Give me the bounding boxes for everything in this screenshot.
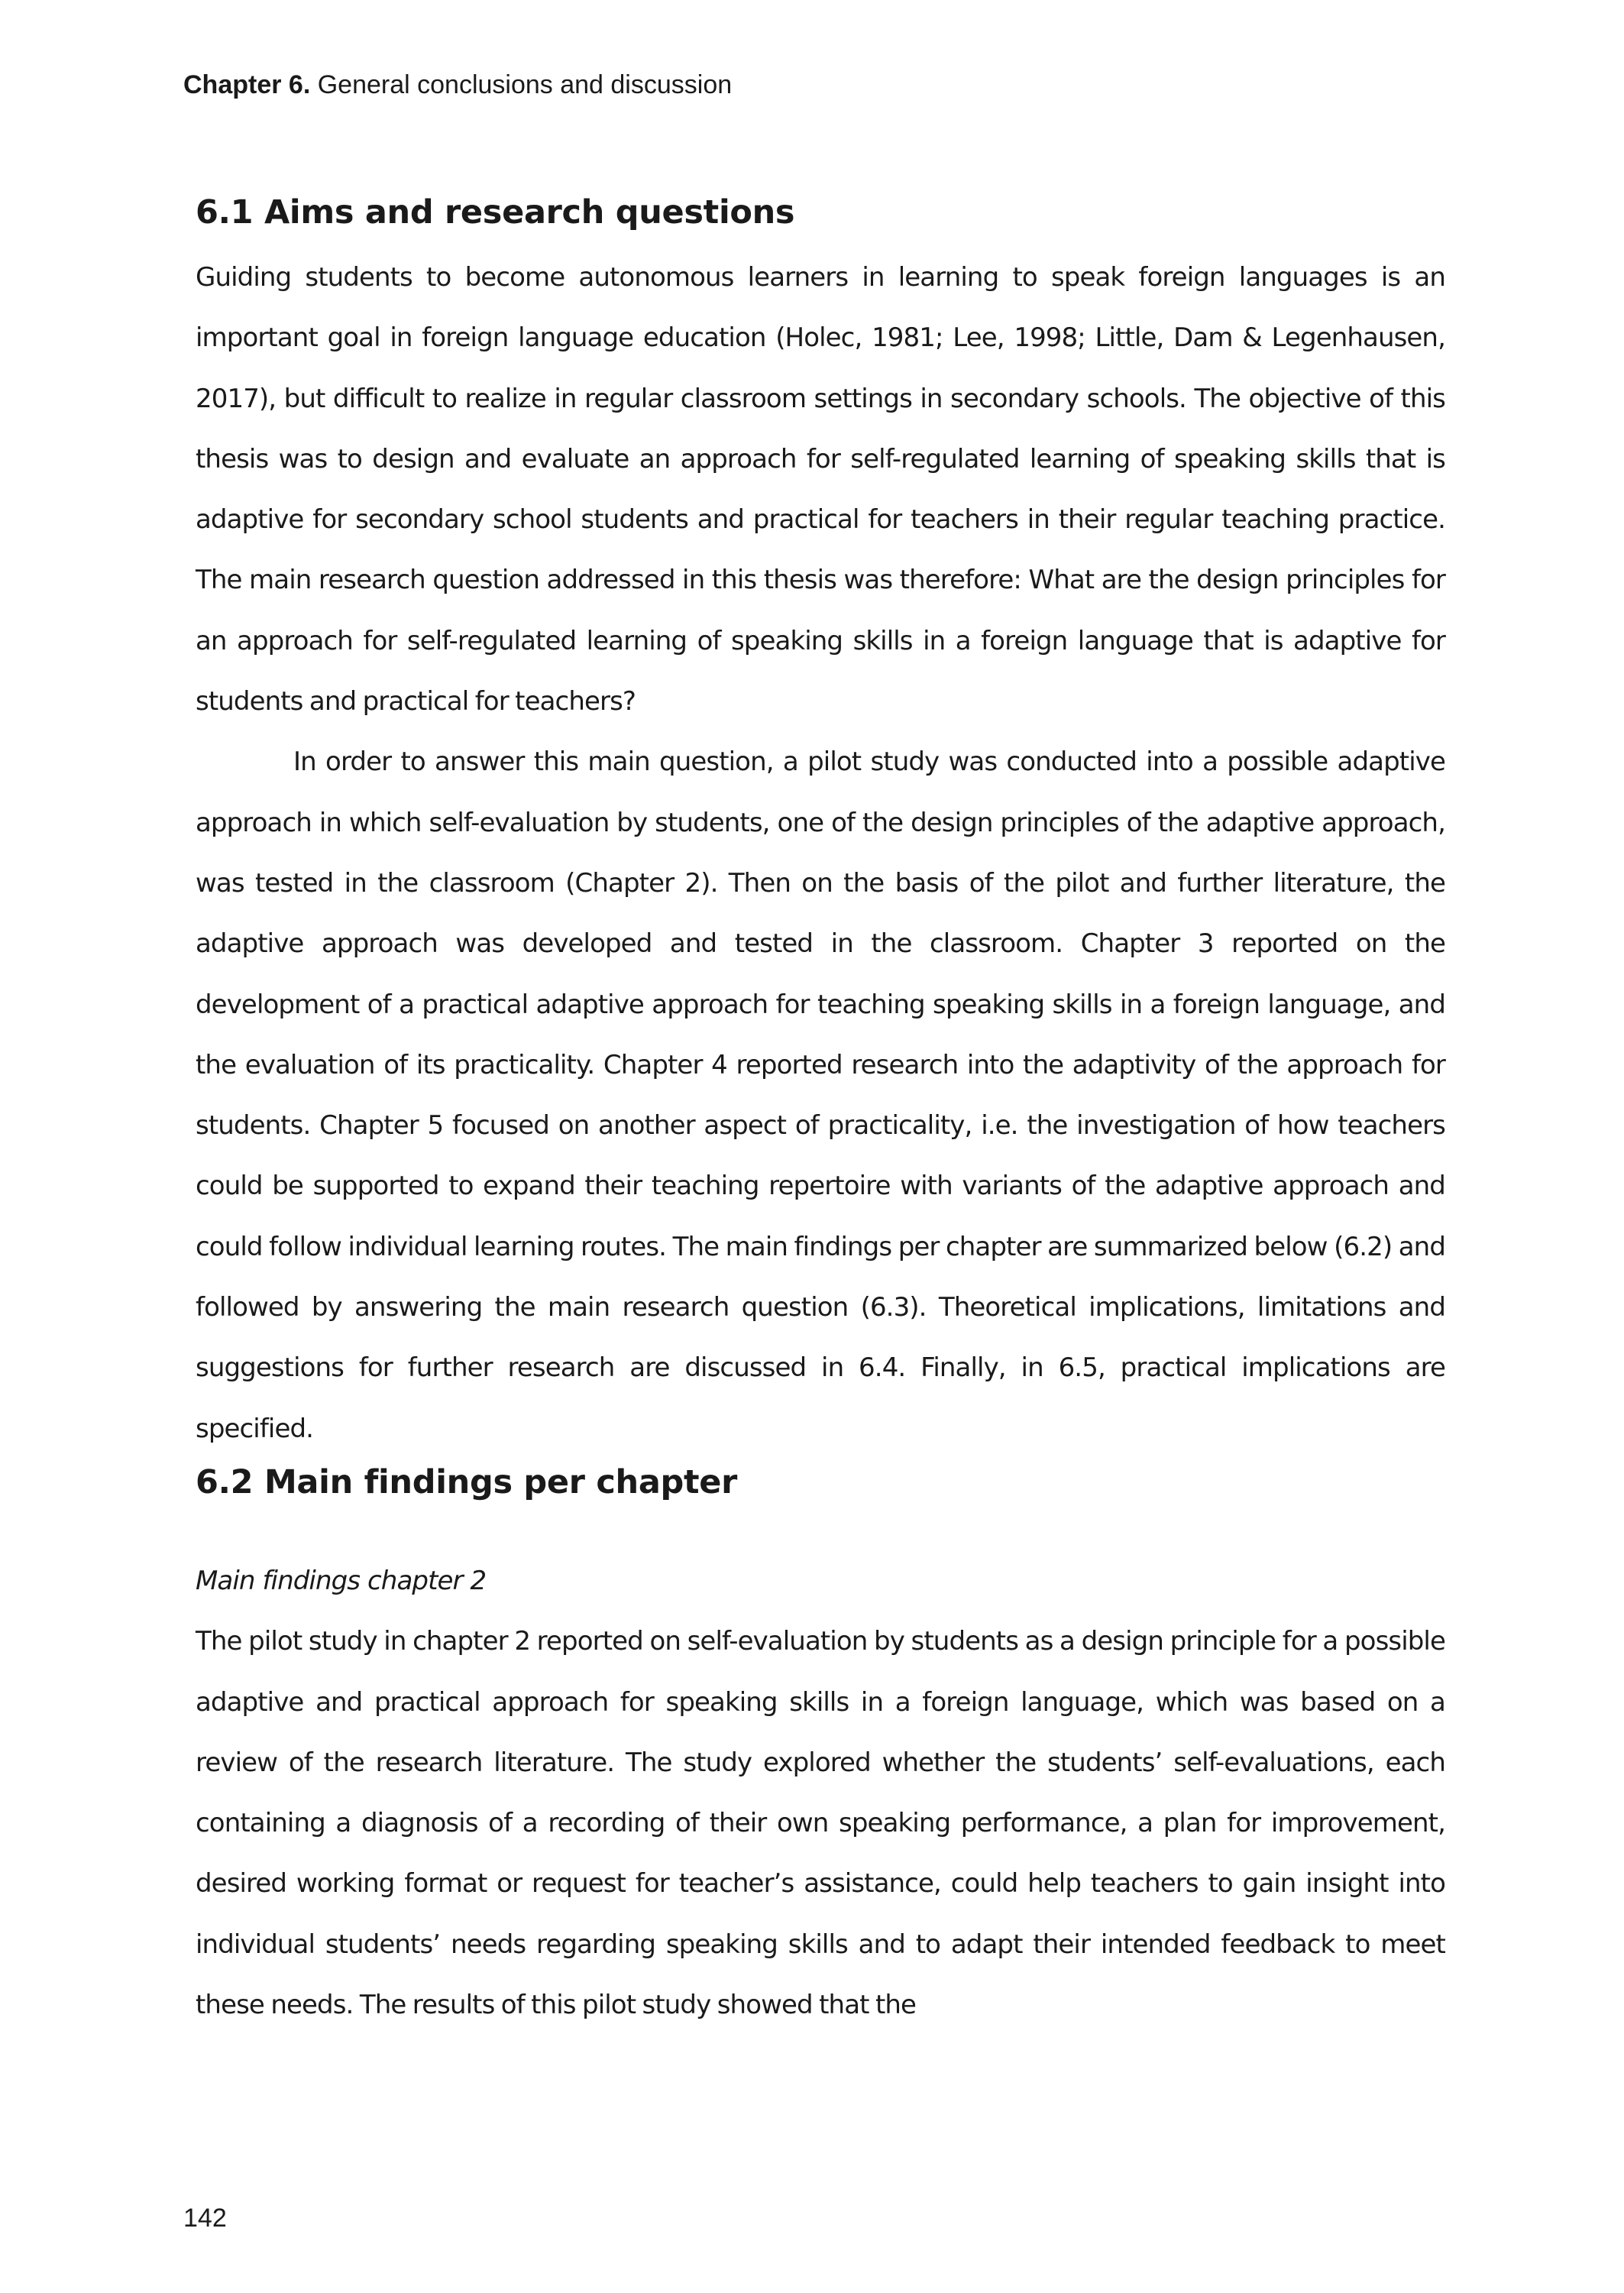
chapter-title: General conclusions and discussion [317, 70, 733, 99]
body-paragraph: Guiding students to become autonomous learners in learning to speak foreign languages is an important goal in foreign language education (Holec, 1981; Lee, 1998; Little, Dam & Legenhausen, 2017), but difficult to realize in regular classroom settings in secondary schools. The objective of this thesis was to design and evaluate an approach for self-regulated learning of speaking skills that is adaptive for secondary school students and practical for teachers in their regular teaching practice. The main research question addressed in this thesis was therefore: What are the design principles for an approach for self-regulated learning of speaking skills in a foreign language that is adaptive for students and practical for teachers? [196, 262, 1445, 717]
body-paragraph: The pilot study in chapter 2 reported on self-evaluation by students as a design principle for a possible adaptive and practical approach for speaking skills in a foreign language, which was based on a review of the research literature. The study explored whether the students’ self-evaluations, each containing a diagnosis of a recording of their own speaking performance, a plan for improvement, desired working format or request for teacher’s assistance, could help teachers to gain insight into individual students’ needs regarding speaking skills and to adapt their intended feedback to meet these needs. The results of this pilot study showed that the [196, 1626, 1445, 2021]
body-paragraph: In order to answer this main question, a pilot study was conducted into a possible adaptive approach in which self-evaluation by students, one of the design principles of the adaptive approach, was tested in the classroom (Chapter 2). Then on the basis of the pilot and further literature, the adaptive approach was developed and tested in the classroom. Chapter 3 reported on the development of a practical adaptive approach for teaching speaking skills in a foreign language, and the evaluation of its practicality. Chapter 4 reported research into the adaptivity of the approach for students. Chapter 5 focused on another aspect of practicality, i.e. the investigation of how teachers could be supported to expand their teaching repertoire with variants of the adaptive approach and could follow individual learning routes. The main findings per chapter are summarized below (6.2) and followed by answering the main research question (6.3). Theoretical implications, limitations and suggestions for further research are discussed in 6.4. Finally, in 6.5, practical implications are specified. [196, 747, 1445, 1444]
page-body [196, 189, 1445, 2036]
chapter-number: Chapter 6. [183, 70, 311, 99]
section-heading-6-1: 6.1 Aims and research questions [196, 193, 795, 232]
page-number: 142 [183, 2204, 227, 2233]
subsection-heading: Main findings chapter 2 [196, 1565, 487, 1596]
section-heading-6-2: 6.2 Main findings per chapter [196, 1462, 738, 1501]
running-header [183, 69, 732, 101]
